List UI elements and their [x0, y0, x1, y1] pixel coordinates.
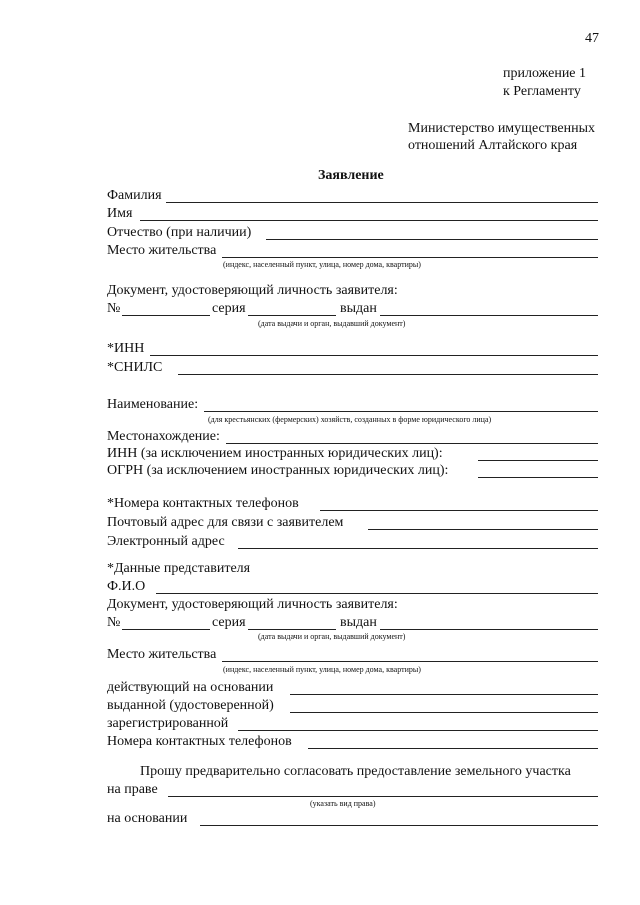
org-location-label: Местонахождение:	[107, 429, 220, 444]
residence-hint: (индекс, населенный пункт, улица, номер дома, квартиры)	[223, 260, 421, 269]
rep-issued-certified-field[interactable]	[290, 712, 598, 713]
basis-label: на основании	[107, 811, 188, 826]
email-field[interactable]	[238, 548, 598, 549]
appendix-line-2: к Регламенту	[503, 84, 581, 99]
org-inn-field[interactable]	[478, 460, 598, 461]
org-name-label: Наименование:	[107, 397, 199, 412]
phones-label: *Номера контактных телефонов	[107, 496, 299, 511]
snils-label: *СНИЛС	[107, 360, 163, 375]
residence-label: Место жительства	[107, 243, 217, 258]
rep-acting-basis-label: действующий на основании	[107, 680, 274, 695]
rep-id-number-label: №	[107, 615, 121, 630]
right-label: на праве	[107, 782, 158, 797]
rep-id-doc-label: Документ, удостоверяющий личность заявителя:	[107, 597, 398, 612]
id-doc-label: Документ, удостоверяющий личность заявителя:	[107, 283, 398, 298]
rep-id-series-label: серия	[212, 615, 246, 630]
request-text: Прошу предварительно согласовать предоставление земельного участка	[140, 764, 571, 779]
postal-field[interactable]	[368, 529, 598, 530]
id-series-label: серия	[212, 301, 246, 316]
rep-phones-field[interactable]	[308, 748, 598, 749]
rep-registered-label: зарегистрированной	[107, 716, 229, 731]
rep-fio-field[interactable]	[156, 593, 598, 594]
rep-id-series-field[interactable]	[248, 629, 336, 630]
org-name-field[interactable]	[204, 411, 598, 412]
basis-field[interactable]	[200, 825, 598, 826]
patronymic-field[interactable]	[266, 239, 598, 240]
recipient-line-1: Министерство имущественных	[408, 121, 595, 136]
recipient-line-2: отношений Алтайского края	[408, 138, 578, 153]
rep-id-issued-field[interactable]	[380, 629, 598, 630]
org-ogrn-field[interactable]	[478, 477, 598, 478]
phones-field[interactable]	[320, 510, 598, 511]
org-name-hint: (для крестьянских (фермерских) хозяйств, созданных в форме юридического лица)	[208, 415, 492, 424]
inn-label: *ИНН	[107, 341, 145, 356]
id-number-label: №	[107, 301, 121, 316]
email-label: Электронный адрес	[107, 534, 225, 549]
rep-residence-label: Место жительства	[107, 647, 217, 662]
residence-field[interactable]	[222, 257, 598, 258]
postal-label: Почтовый адрес для связи с заявителем	[107, 515, 344, 530]
right-hint: (указать вид права)	[310, 799, 376, 808]
surname-field[interactable]	[166, 202, 598, 203]
inn-field[interactable]	[150, 355, 598, 356]
page-title: Заявление	[318, 168, 384, 183]
id-series-field[interactable]	[248, 315, 336, 316]
patronymic-label: Отчество (при наличии)	[107, 225, 252, 240]
rep-heading: *Данные представителя	[107, 561, 251, 576]
org-ogrn-label: ОГРН (за исключением иностранных юридических лиц):	[107, 463, 449, 478]
rep-phones-label: Номера контактных телефонов	[107, 734, 292, 749]
rep-issued-certified-label: выданной (удостоверенной)	[107, 698, 274, 713]
rep-id-issued-label: выдан	[340, 615, 377, 630]
id-number-field[interactable]	[122, 315, 210, 316]
rep-residence-field[interactable]	[222, 661, 598, 662]
name-field[interactable]	[140, 220, 598, 221]
rep-registered-field[interactable]	[238, 730, 598, 731]
snils-field[interactable]	[178, 374, 598, 375]
rep-id-number-field[interactable]	[122, 629, 210, 630]
id-issued-field[interactable]	[380, 315, 598, 316]
org-location-field[interactable]	[226, 443, 598, 444]
org-inn-label: ИНН (за исключением иностранных юридических лиц):	[107, 446, 443, 461]
appendix-line-1: приложение 1	[503, 66, 587, 81]
page-number: 47	[585, 31, 599, 46]
rep-residence-hint: (индекс, населенный пункт, улица, номер дома, квартиры)	[223, 665, 421, 674]
rep-acting-basis-field[interactable]	[290, 694, 598, 695]
rep-id-issued-hint: (дата выдачи и орган, выдавший документ)	[258, 632, 406, 641]
id-issued-label: выдан	[340, 301, 377, 316]
surname-label: Фамилия	[107, 188, 162, 203]
rep-fio-label: Ф.И.О	[107, 579, 146, 594]
id-issued-hint: (дата выдачи и орган, выдавший документ)	[258, 319, 406, 328]
name-label: Имя	[107, 206, 133, 221]
right-field[interactable]	[168, 796, 598, 797]
